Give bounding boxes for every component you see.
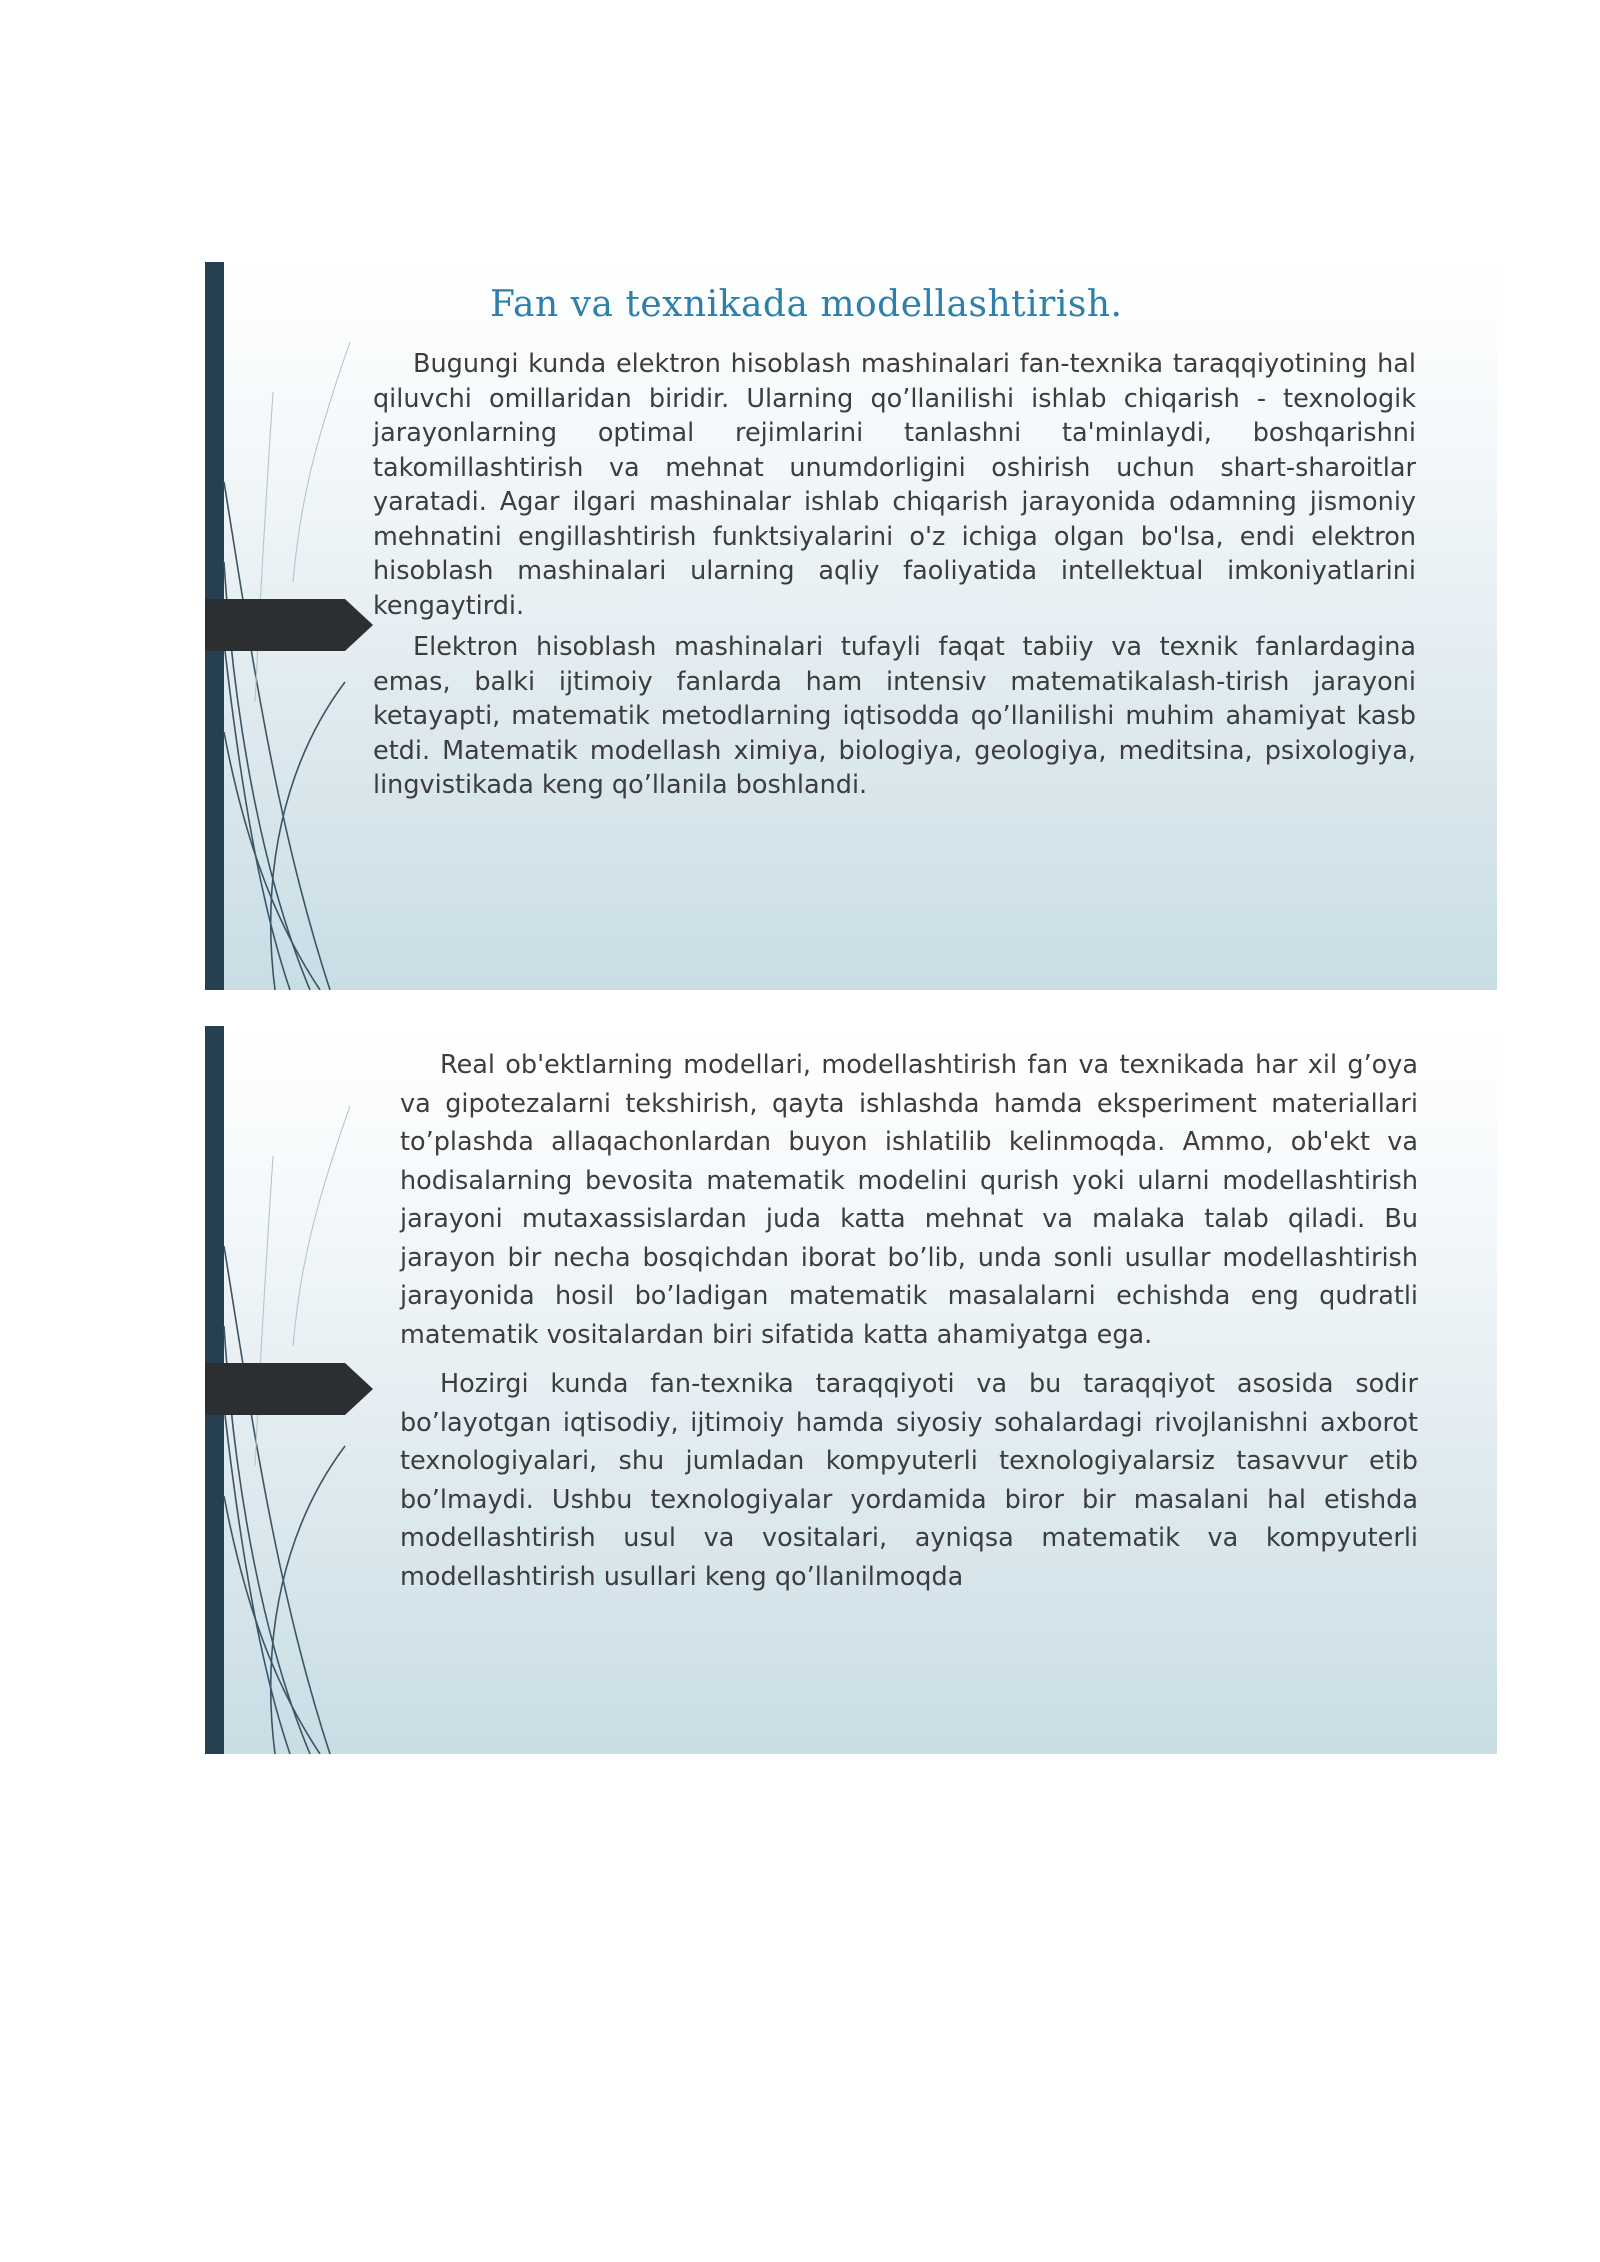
arrow-marker-icon [205, 599, 373, 651]
paragraph-2: Elektron hisoblash mashinalari tufayli faqat tabiiy va texnik fanlardagina emas, balki ijtimoiy fanlarda ham intensiv matematikalash-tirish jarayoni ketayapti, matematik metodlarning iqtisodda qo’llanilishi muhim ahamiyat kasb etdi. Matematik modellash ximiya, biologiya, geologiya, meditsina, psixologiya, lingvistikada keng qo’llanila boshlandi. [373, 632, 1416, 800]
slide-body [373, 347, 1416, 803]
paragraph-2: Hozirgi kunda fan-texnika taraqqiyoti va bu taraqqiyot asosida sodir bo’layotgan iqtisodiy, ijtimoiy hamda siyosiy sohalardagi rivojlanishni axborot texnologiyalari, shu jumladan kompyuterli texnologiyalarsiz tasavvur etib bo’lmaydi. Ushbu texnologiyalar yordamida biror bir masalani hal etishda modellashtirish usul va vositalari, ayniqsa matematik va kompyuterli modellashtirish usullari keng qo’llanilmoqda [400, 1369, 1418, 1592]
slide-1 [205, 262, 1497, 990]
slide-title: Fan va texnikada modellashtirish. [490, 284, 1123, 325]
arrow-marker-icon [205, 1363, 373, 1415]
slide-body [400, 1046, 1418, 1596]
slide-2 [205, 1026, 1497, 1754]
paragraph-1: Bugungi kunda elektron hisoblash mashinalari fan-texnika taraqqiyotining hal qiluvchi omillaridan biridir. Ularning qo’llanilishi ishlab chiqarish - texnologik jarayonlarning optimal rejimlarini tanlashni ta'minlaydi, boshqarishni takomillashtirish va mehnat unumdorligini oshirish uchun shart-sharoitlar yaratadi. Agar ilgari mashinalar ishlab chiqarish jarayonida odamning jismoniy mehnatini engillashtirish funktsiyalarini o'z ichiga olgan bo'lsa, endi elektron hisoblash mashinalari ularning aqliy faoliyatida intellektual imkoniyatlarini kengaytirdi. [373, 349, 1416, 621]
paragraph-1: Real ob'ektlarning modellari, modellashtirish fan va texnikada har xil g’oya va gipotezalarni tekshirish, qayta ishlashda hamda eksperiment materiallari to’plashda allaqachonlardan buyon ishlatilib kelinmoqda. Ammo, ob'ekt va hodisalarning bevosita matematik modelini qurish yoki ularni modellashtirish jarayoni mutaxassislardan juda katta mehnat va malaka talab qiladi. Bu jarayon bir necha bosqichdan iborat bo’lib, unda sonli usullar modellashtirish jarayonida hosil bo’ladigan matematik masalalarni echishda eng qudratli matematik vositalardan biri sifatida katta ahamiyatga ega. [400, 1050, 1418, 1350]
